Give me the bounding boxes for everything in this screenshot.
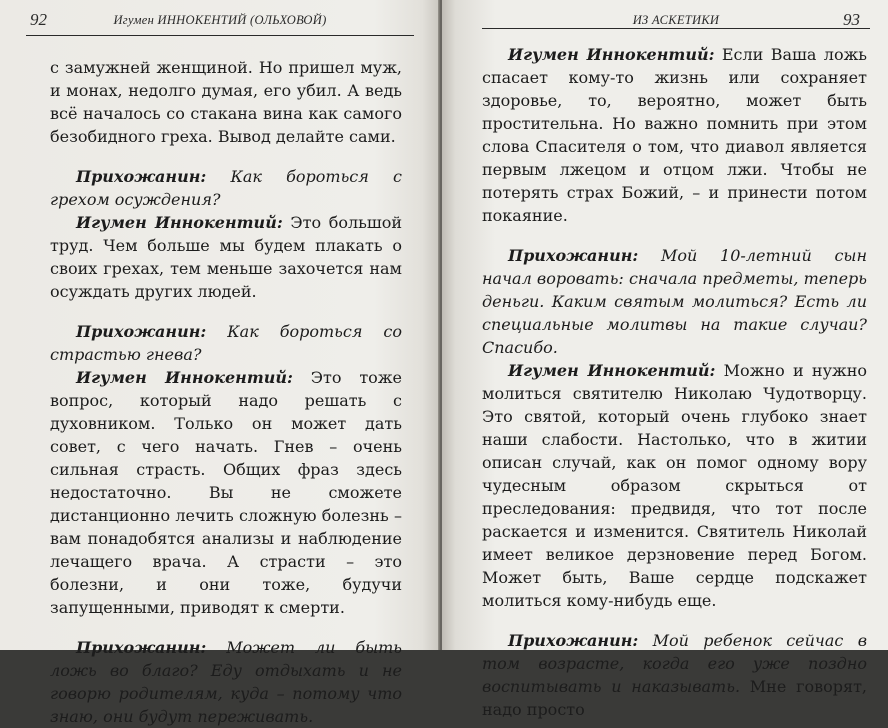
running-header: Игумен ИННОКЕНТИЙ (ОЛЬХОВОЙ) bbox=[113, 13, 327, 27]
speaker-label: Прихожанин: bbox=[508, 631, 639, 650]
question-text: Мой ребенок сейчас в том возрасте, когда его уже поздно воспитывать и наказывать. bbox=[482, 631, 867, 696]
left-page bbox=[0, 0, 440, 726]
continuation-paragraph: с замужней женщиной. Но пришел муж, и монах, недолго думая, его убил. А ведь всё началось со стакана вина как самого безобидного греха. Вывод делайте сами. bbox=[50, 58, 402, 146]
speaker-label: Игумен Иннокентий: bbox=[76, 368, 293, 387]
page-number: 93 bbox=[843, 10, 860, 29]
left-page-header bbox=[26, 10, 414, 32]
answer-text: Если Ваша ложь спасает кому-то жизнь или сохраняет здоровье, то, вероятно, может быть простительна. Но важно помнить при этом слова Спасителя о том, что диавол является первым лжецом и отцом лжи. Чтобы не потерять страх Божий, – и принести потом покаяние. bbox=[482, 45, 867, 225]
answer-paragraph bbox=[482, 43, 867, 227]
header-rule bbox=[482, 28, 870, 29]
question-text: Как бороться с грехом осуждения? bbox=[50, 167, 402, 209]
speaker-label: Прихожанин: bbox=[76, 322, 207, 341]
speaker-label: Прихожанин: bbox=[76, 167, 207, 186]
question-text: Может ли быть ложь во благо? Еду отдыхать и не говорю родителям, куда – потому что знаю, они будут переживать. bbox=[50, 638, 402, 726]
question-text: Мой 10-летний сын начал воровать: сначала предметы, теперь деньги. Каким святым молиться? Есть ли специальные молитвы на такие случаи? Спасибо. bbox=[482, 246, 868, 357]
right-page-body bbox=[482, 43, 867, 721]
question-paragraph bbox=[50, 165, 402, 211]
left-page-body bbox=[50, 56, 402, 728]
speaker-label: Игумен Иннокентий: bbox=[508, 361, 716, 380]
answer-paragraph bbox=[50, 366, 402, 619]
page-number: 92 bbox=[30, 10, 47, 29]
answer-text: Можно и нужно молиться святителю Николаю Чудотворцу. Это святой, который очень глубоко знает наши слабости. Настолько, что в житии описан случай, как он помог одному вору чудесным образом скрыться от преследования: предвидя, что тот после раскается и изменится. Святитель Николай имеет великое дерзновение перед Богом. Может быть, Ваше сердце подскажет молиться кому-нибудь еще. bbox=[482, 361, 867, 610]
answer-paragraph bbox=[482, 359, 867, 612]
answer-text: Это тоже вопрос, который надо решать с духовником. Только он может дать совет, с чего начать. Гнев – очень сильная страсть. Общих фраз здесь недостаточно. Вы не сможете дистанционно лечить сложную болезнь – вам понадобятся анализы и наблюдение лечащего врача. А страсти – это болезни, и они тоже, будучи запущенными, приводят к смерти. bbox=[50, 368, 403, 617]
question-paragraph bbox=[50, 320, 402, 366]
speaker-label: Игумен Иннокентий: bbox=[508, 45, 715, 64]
speaker-label: Прихожанин: bbox=[508, 246, 639, 265]
question-text: Как бороться со страстью гнева? bbox=[50, 322, 402, 364]
running-header: ИЗ АСКЕТИКИ bbox=[632, 13, 720, 27]
answer-paragraph bbox=[50, 211, 402, 303]
right-page bbox=[442, 0, 888, 719]
answer-text: Это большой труд. Чем больше мы будем плакать о своих грехах, тем меньше захочется нам осуждать других людей. bbox=[50, 213, 403, 301]
header-rule bbox=[26, 35, 414, 36]
speaker-label: Игумен Иннокентий: bbox=[76, 213, 283, 232]
continuation-text: Мне говорят, надо просто bbox=[482, 677, 867, 719]
speaker-label: Прихожанин: bbox=[76, 638, 207, 657]
question-paragraph bbox=[482, 244, 867, 359]
question-paragraph bbox=[482, 629, 867, 721]
